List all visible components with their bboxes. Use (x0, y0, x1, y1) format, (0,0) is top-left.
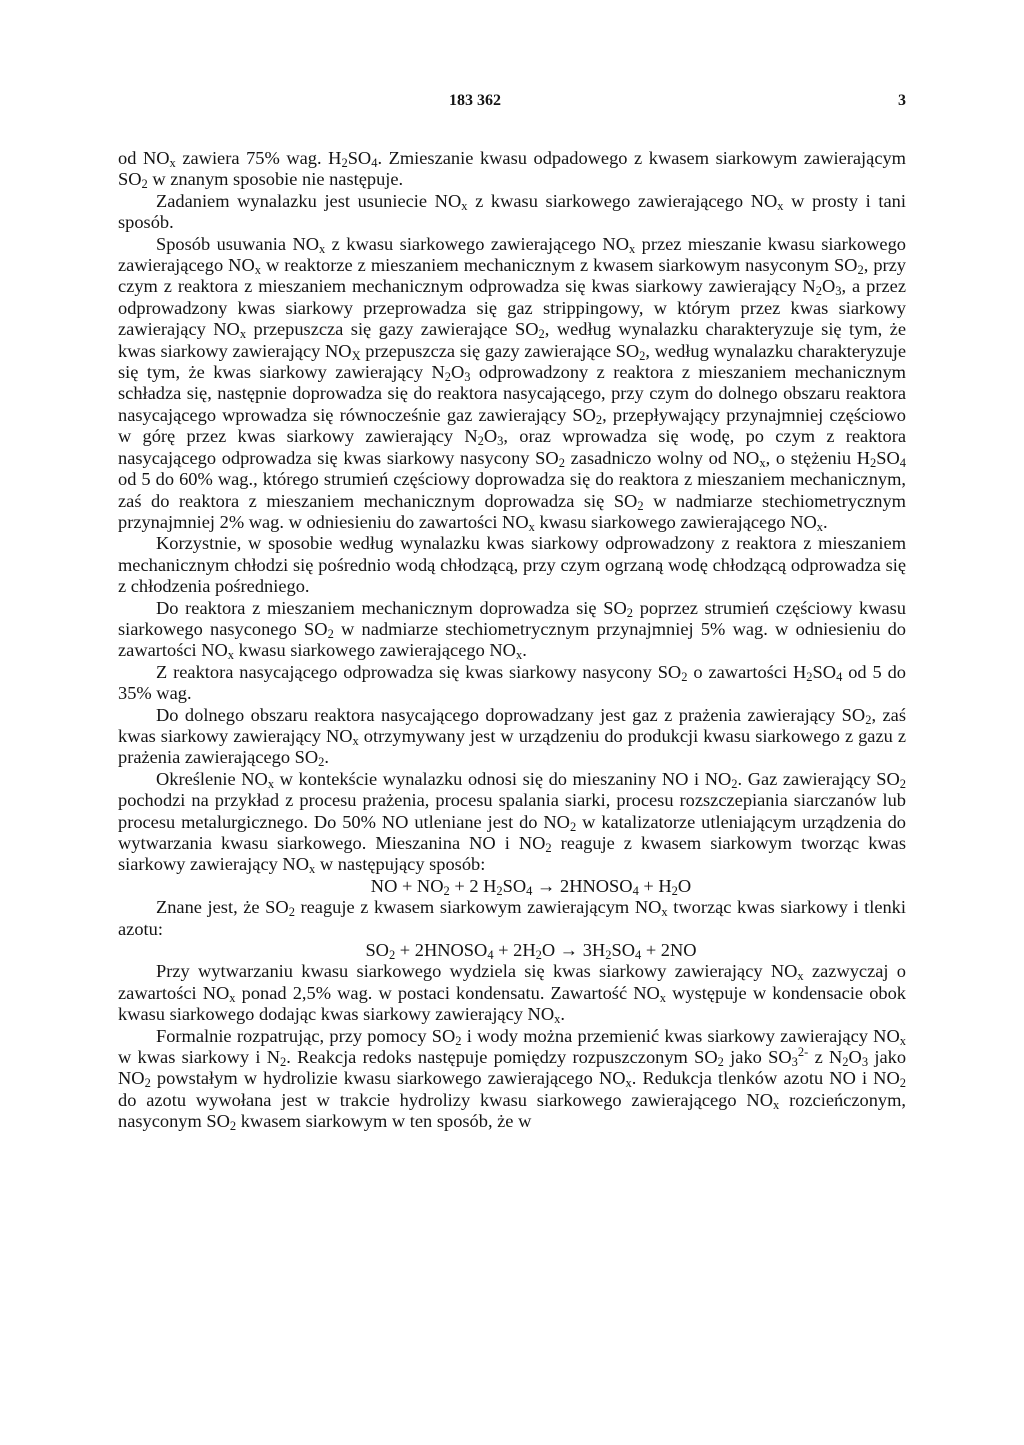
page-header (0, 92, 1024, 116)
chemical-equation: $SO_2$ + $2HNOSO_4 + 2H_2O \to 3H_2SO_4 + 2NO$ (365, 940, 697, 963)
paragraph: Z reaktora nasycającego odprowadza się kwas siarkowy nasycony $SO_2$ o zawartości $H_2SO_4$ od 5 do 35% wag. (118, 661, 906, 704)
paragraph: Przy wytwarzaniu kwasu siarkowego wydziela się kwas siarkowy zawierający $NO_x$ zazwyczaj o zawartości $NO_x$ ponad 2,5% wag. w postaci kondensatu. Zawartość $NO_x$ występuje w kondensacie obok kwasu siarkowego dodając kwas siarkowy zawierający $NO_x$. (118, 961, 906, 1027)
paragraph: od $NO_x$ zawiera 75% wag. $H_2SO_4$. Zmieszanie kwasu odpadowego z kwasem siarkowym zawierającym $SO_2$ w znanym sposobie nie następuje. (118, 148, 906, 192)
document-body (118, 148, 906, 1133)
paragraph: Do dolnego obszaru reaktora nasycającego doprowadzany jest gaz z prażenia zawierający $SO_2$, zaś kwas siarkowy zawierający $NO_x$ otrzymywany jest w urządzeniu do produkcji kwasu siarkowego z gazu z prażenia zawierającego $SO_2$. (118, 704, 906, 770)
patent-number: 183 362 (449, 92, 501, 109)
paragraph: Formalnie rozpatrując, przy pomocy $SO_2$ i wody można przemienić kwas siarkowy zawierający $NO_x$ w kwas siarkowy i $N_2$. Reakcja redoks następuje pomiędzy rozpuszczonym $SO_2$ jako $SO_3^{2-}$ z $N_2O_3$ jako $NO_2$ powstałym w hydrolizie kwasu siarkowego zawierającego $NO_x$. Redukcja tlenków azotu NO i $NO_2$ do azotu wywołana jest w trakcie hydrolizy kwasu siarkowego zawierającego $NO_x$ rozcieńczonym, nasyconym $SO_2$ kwasem siarkowym w ten sposób, że w (118, 1025, 907, 1134)
paragraph: Znane jest, że $SO_2$ reaguje z kwasem siarkowym zawierającym $NO_x$ tworząc kwas siarkowy i tlenki azotu: (118, 897, 906, 939)
paragraph: Określenie $NO_x$ w kontekście wynalazku odnosi się do mieszaniny NO i $NO_2$. Gaz zawierający $SO_2$ pochodzi na przykład z procesu prażenia, procesu spalania siarki, procesu rozszczepiania siarczanów lub procesu metalurgicznego. Do 50% NO utleniane jest do $NO_2$ w katalizatorze utleniającym urządzenia do wytwarzania kwasu siarkowego. Mieszanina NO i $NO_2$ reaguje z kwasem siarkowym tworząc kwas siarkowy zawierający $NO_x$ w następujący sposób: (118, 768, 907, 877)
paragraph: Korzystnie, w sposobie według wynalazku kwas siarkowy odprowadzony z reaktora z mieszaniem mechanicznym chłodzi się pośrednio wodą chłodzącą, przy czym ogrzaną wodę chłodzącą odprowadza się z chłodzenia pośredniego. (118, 533, 906, 597)
paragraph: Sposób usuwania $NO_x$ z kwasu siarkowego zawierającego $NO_x$ przez mieszanie kwasu siarkowego zawierającego $NO_x$ w reaktorze z mieszaniem mechanicznym z kwasem siarkowym nasyconym $SO_2$, przy czym z reaktora z mieszaniem mechanicznym odprowadza się kwas siarkowy zawierający $N_2O_3$, a przez odprowadzony kwas siarkowy przeprowadza się gaz strippingowy, w którym przez kwas siarkowy zawierający $NO_x$ przepuszcza się gazy zawierające $SO_2$, według wynalazku charakteryzuje się tym, że kwas siarkowy zawierający $NO_X$ przepuszcza się gazy zawierające $SO_2$, według wynalazku charakteryzuje się tym, że kwas siarkowy zawierający $N_2O_3$ odprowadzony z reaktora z mieszaniem mechanicznym schładza się, następnie doprowadza się do reaktora nasycającego, przy czym do dolnego obszaru reaktora nasycającego wprowadza się równocześnie gaz zawierający $SO_2$, przepływający przynajmniej częściowo w górę przez kwas siarkowy zawierający $N_2O_3$, oraz wprowadza się wodę, po czym z reaktora nasycającego odprowadza się kwas siarkowy nasycony $SO_2$ zasadniczo wolny od $NO_x$, o stężeniu $H_2SO_4$ od 5 do 60% wag., którego strumień częściowy doprowadza się do reaktora z mieszaniem mechanicznym, zaś do reaktora z mieszaniem mechanicznym doprowadza się $SO_2$ w nadmiarze stechiometrycznym przynajmniej 2% wag. w odniesieniu do zawartości $NO_x$ kwasu siarkowego zawierającego $NO_x$. (118, 233, 907, 535)
paragraph: Do reaktora z mieszaniem mechanicznym doprowadza się $SO_2$ poprzez strumień częściowy kwasu siarkowego nasyconego $SO_2$ w nadmiarze stechiometrycznym przynajmniej 5% wag. w odniesieniu do zawartości $NO_x$ kwasu siarkowego zawierającego $NO_x$. (118, 597, 906, 663)
page-number: 3 (898, 92, 906, 109)
chemical-equation: NO + $NO_2 + 2$ $H_2SO_4$ → $2HNOSO_4 + H_2O$ (370, 875, 692, 898)
paragraph: Zadaniem wynalazku jest usuniecie $NO_x$ z kwasu siarkowego zawierającego $NO_x$ w prosty i tani sposób. (118, 190, 906, 233)
